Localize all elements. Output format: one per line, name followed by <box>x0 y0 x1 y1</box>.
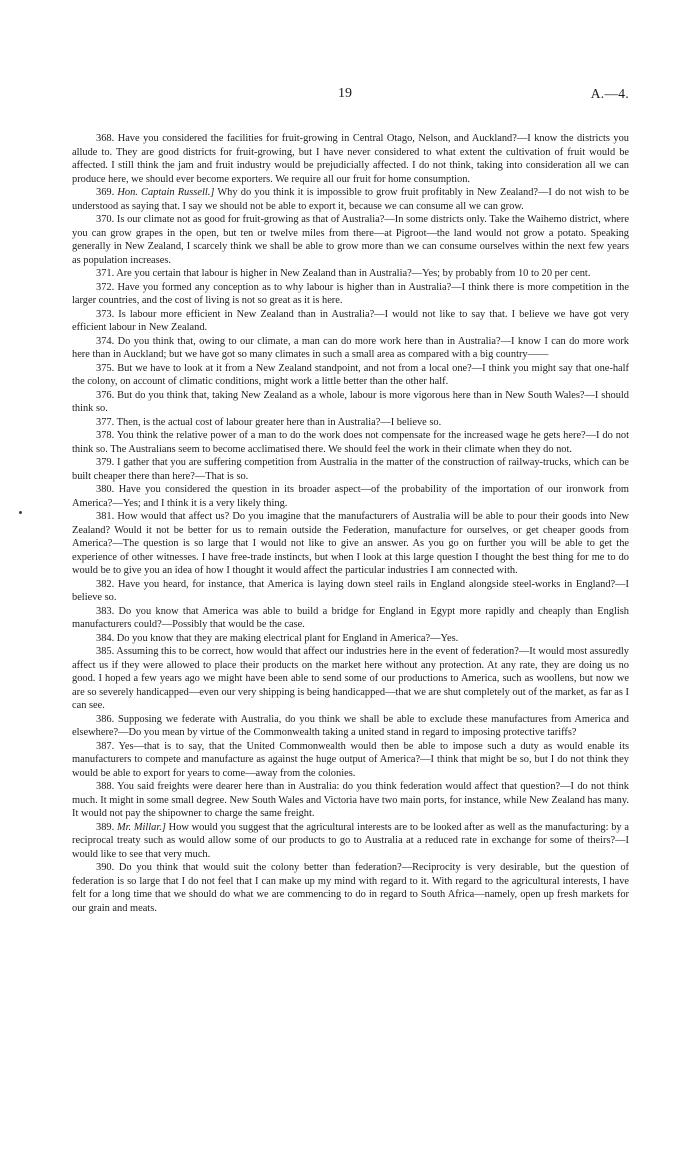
speaker-name: Hon. Captain Russell.] <box>117 187 215 198</box>
question-number: 377. <box>96 416 115 428</box>
question-paragraph <box>72 483 629 510</box>
question-text: Yes—that is to say, that the United Commonwealth would then be able to impose such a duty as would enable its manufacturers to compete and manufacture as against the huge output of America?—I think that might be so, but I do not think they would be able to export for years to come—away from the colonies. <box>72 740 629 779</box>
question-number: 389. <box>96 821 115 833</box>
question-number: 370. <box>96 214 115 225</box>
question-text: Do you think that would suit the colony better than federation?—Reciprocity is very desirable, but the question of federation is so large that I do not feel that I can make up my mind with regard to it. With regard to the agricultural interests, I have felt for a long time that we should do what we are commencing to do in regard to South Africa—namely, open up fresh markets for our grain and meats. <box>72 862 629 914</box>
question-number: 380. <box>96 484 115 495</box>
question-paragraph <box>72 861 629 915</box>
question-number: 385. <box>96 646 115 657</box>
evidence-text-body <box>72 132 629 915</box>
question-text: Have you formed any conception as to why labour is higher than in Australia?—I think there is more competition in the larger countries, and the cost of living is not so great as it is here. <box>72 281 629 306</box>
question-paragraph <box>72 821 629 862</box>
question-text: I gather that you are suffering competition from Australia in the matter of the construction of railway-trucks, which can be built cheaper there than here?—That is so. <box>72 457 629 482</box>
question-text: Assuming this to be correct, how would that affect our industries here in the event of federation?—It would most assuredly affect us if they were allowed to place their products on the market here without any protection. At any rate, they are doing us no good. I hoped a few years ago we might have been able to send some of our productions to America, such as woollens, but now we are so severely handicapped—even our very shipping is being handicapped—that we are shut completely out of the market, as far as I can see. <box>72 646 629 711</box>
question-number: 368. <box>96 133 115 144</box>
question-number: 371. <box>96 268 115 279</box>
question-text: But we have to look at it from a New Zealand standpoint, and not from a local one?—I think you might say that one-half the colony, on account of climatic conditions, might work a little better than the other half. <box>72 362 629 387</box>
question-number: 372. <box>96 281 115 293</box>
question-text: You think the relative power of a man to do the work does not compensate for the increased wage he gets here?—I do not think so. The Australians seem to become acclimatised there. We should feel the work in their climate when they do not. <box>72 430 629 455</box>
page-number: 19 <box>338 86 352 101</box>
question-paragraph <box>72 132 629 186</box>
question-paragraph <box>72 456 629 483</box>
question-paragraph <box>72 632 629 646</box>
question-number: 388. <box>96 781 115 792</box>
question-number: 379. <box>96 457 115 468</box>
question-paragraph <box>72 186 629 213</box>
question-number: 383. <box>96 605 115 617</box>
question-paragraph <box>72 213 629 267</box>
question-number: 382. <box>96 578 115 590</box>
question-text: Is our climate not as good for fruit-growing as that of Australia?—In some districts only. Take the Waihemo district, where you can grow grapes in the open, but ten or twelve miles from there—at Pigroot—the land would not grow a potato. Speaking generally in New Zealand, I scarcely think we shall be able to grow more than we can consume ourselves within the next few years as population increases. <box>72 214 629 266</box>
page-header <box>0 86 700 106</box>
question-number: 386. <box>96 713 115 725</box>
question-paragraph <box>72 740 629 781</box>
question-paragraph <box>72 362 629 389</box>
question-paragraph <box>72 389 629 416</box>
question-text: Have you considered the facilities for fruit-growing in Central Otago, Nelson, and Auckland?—I know the districts you allude to. They are good districts for fruit-growing, but I have never considered to what extent the cultivation of fruit would be affected. I still think the jam and fruit industry would be prejudicially affected. I do not think, taking into consideration all we can produce here, we should ever become exporters. We require all our fruit for home consumption. <box>72 133 629 185</box>
question-paragraph <box>72 335 629 362</box>
document-reference: A.—4. <box>590 86 629 101</box>
question-paragraph <box>72 308 629 335</box>
question-text: You said freights were dearer here than in Australia: do you think federation would affect that question?—I do not think much. It might in some small degree. New South Wales and Victoria have two main ports, for instance, while New Zealand has many. It would not pay the shipowner to charge the same freight. <box>72 781 629 819</box>
question-paragraph <box>72 713 629 740</box>
question-number: 369. <box>96 187 115 198</box>
question-text: Is labour more efficient in New Zealand than in Australia?—I would not like to say that. I believe we have got very efficient labour in New Zealand. <box>72 308 629 333</box>
question-text: Have you considered the question in its broader aspect—of the probability of the importation of our ironwork from America?—Yes; and I think it is a very likely thing. <box>72 484 629 509</box>
speaker-name: Mr. Millar.] <box>116 821 166 833</box>
question-text: Supposing we federate with Australia, do you think we shall be able to exclude these manufactures from America and elsewhere?—Do you mean by virtue of the Commonwealth taking a united stand in regard to imposing protective tariffs? <box>72 713 629 738</box>
question-text: But do you think that, taking New Zealand as a whole, labour is more vigorous here than in New South Wales?—I should think so. <box>72 389 629 414</box>
question-paragraph <box>72 281 629 308</box>
question-text: How would you suggest that the agricultural interests are to be looked after as well as the manufacturing: by a reciprocal treaty such as would allow some of our products to go to Australia at a reduced rate in exchange for some of theirs?—I would like to see that very much. <box>72 821 629 860</box>
question-text: How would that affect us? Do you imagine that the manufacturers of Australia will be able to pour their goods into New Zealand? Would it not be better for us to remain outside the Federation, manufacture for ourselves, or get cheaper goods from America?—The question is so large that I would not like to give an answer. As you go on further you will be able to get the experience of other witnesses. I have free-trade instincts, but when I look at this large question I thought the best thing for me to do would be to give you an idea of how I thought it would affect the particular industries I am connected with. <box>72 511 629 576</box>
question-paragraph <box>72 510 629 578</box>
question-paragraph <box>72 605 629 632</box>
question-text: Are you certain that labour is higher in New Zealand than in Australia?—Yes; by probably from 10 to 20 per cent. <box>116 268 591 279</box>
question-text: Do you know that they are making electrical plant for England in America?—Yes. <box>116 632 459 644</box>
question-text: Have you heard, for instance, that America is laying down steel rails in England alongside steel-works in England?—I believe so. <box>72 578 629 603</box>
question-number: 381. <box>96 511 115 522</box>
question-paragraph <box>72 267 629 281</box>
question-number: 387. <box>96 740 115 752</box>
question-paragraph <box>72 780 629 821</box>
question-paragraph <box>72 578 629 605</box>
question-number: 375. <box>96 362 115 374</box>
question-number: 373. <box>96 308 115 320</box>
question-number: 384. <box>96 632 115 644</box>
question-text: Do you think that, owing to our climate, a man can do more work here than in Australia?—I know I can do more work here than in Auckland; but we have got so many climates in such a small area as compared with a big country—— <box>72 335 629 360</box>
margin-dot-mark <box>19 511 22 514</box>
question-paragraph <box>72 645 629 713</box>
question-text: Why do you think it is impossible to grow fruit profitably in New Zealand?—I do not wish to be understood as saying that. I say we should not be able to export it, because we can consume all we can grow. <box>72 187 629 212</box>
question-text: Do you know that America was able to build a bridge for England in Egypt more rapidly and cheaply than English manufacturers could?—Possibly that would be the case. <box>72 605 629 630</box>
question-number: 376. <box>96 389 115 401</box>
question-number: 378. <box>96 430 115 441</box>
question-text: Then, is the actual cost of labour greater here than in Australia?—I believe so. <box>116 416 442 428</box>
question-paragraph <box>72 429 629 456</box>
question-number: 390. <box>96 862 115 873</box>
question-paragraph <box>72 416 629 430</box>
question-number: 374. <box>96 335 115 347</box>
